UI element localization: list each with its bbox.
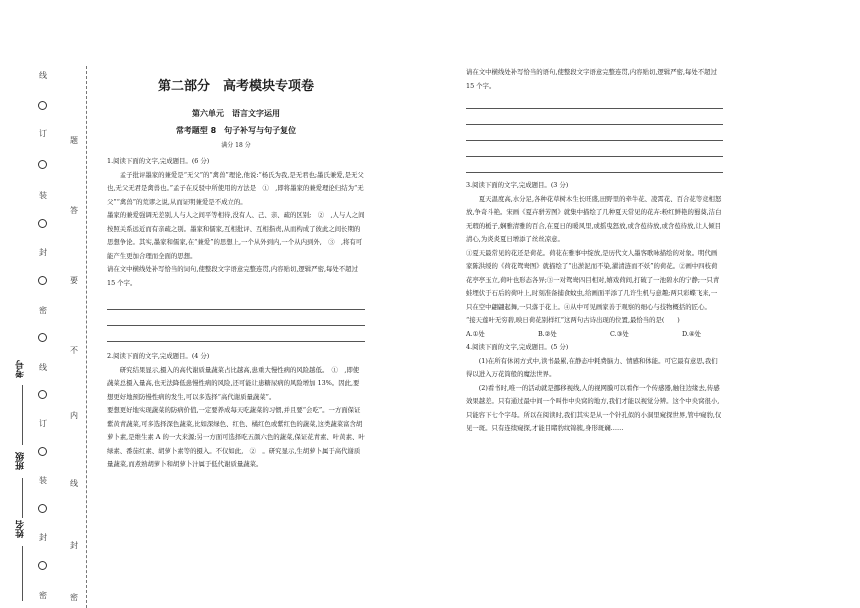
binding-char: 订 — [39, 129, 47, 138]
binding-inner-char: 内 — [70, 411, 78, 420]
binding-char: 装 — [39, 191, 47, 200]
part-title: 第二部分 高考模块专项卷 — [157, 79, 314, 94]
answer-line[interactable] — [466, 93, 723, 109]
binding-inner-char: 线 — [70, 479, 78, 488]
left-column — [107, 66, 365, 472]
binding-inner-char: 封 — [70, 541, 78, 550]
binding-char: 订 — [39, 419, 47, 428]
question-3-paragraph-1: 夏天温度高,水分足,各种花草树木生长旺盛,田野里的牵牛花、凌霄花、百合花等竞相怒放,争奇斗艳。宋画《夏卉骈芳图》就集中描绘了几种夏天常见的花卉:粉红鲜艳的蜀葵,洁白无瑕的栀子,娴雅清雅的百合,在夏日的暖风里,或摇曳怒放,或含苞待放,或含苞待放,让人倾目清心,为炎炎夏日增添了丝丝凉意。 — [466, 194, 722, 243]
binding-inner-char: 不 — [70, 346, 78, 355]
question-3-question: “接天莲叶无穷碧,映日荷花别样红”这两句古诗出现的位置,最恰当的是( ) — [466, 316, 680, 324]
binding-circle — [38, 390, 47, 399]
binding-char: 线 — [39, 71, 47, 80]
question-1-paragraph-1: 孟子批评墨家的兼爱是“无父”的“禽兽”理论,他说:“杨氏为我,是无君也;墨氏兼爱,是无父也,无父无君是禽兽也。”孟子在反驳中所使用的方法是 ① ,即将墨家的兼爱理论归结为“无父”“禽兽”的荒谬之说,从而证明兼爱是不成立的。 — [107, 170, 364, 206]
answer-line[interactable] — [107, 310, 365, 326]
option-b[interactable]: B.②处 — [537, 329, 557, 338]
answer-line[interactable] — [466, 141, 723, 157]
binding-char: 装 — [39, 476, 47, 485]
binding-circle — [38, 276, 47, 285]
binding-char: 线 — [39, 363, 47, 372]
answer-line[interactable] — [466, 157, 723, 173]
score-label: 满分 18 分 — [221, 142, 251, 149]
binding-margin — [0, 0, 105, 608]
binding-circle — [38, 504, 47, 513]
question-1-paragraph-2: 墨家的兼爱强调无差别,人与人之间平等相待,没有人、己、亲、疏的区别; ② ,人与人之间按照关系远近而有亲疏之别。墨家和儒家,互相批评、互相指责,从而构成了彼此之间长期的思想争论。其实,墨家和儒家,在“兼爱”的思想上,一个从外到内,一个从内到外, ③ ,将有可能产生更加合理而全面的思想。 — [107, 211, 365, 260]
answer-line[interactable] — [107, 294, 365, 310]
binding-circle — [38, 447, 47, 456]
answer-line[interactable] — [107, 326, 365, 342]
question-1-heading: 1.阅读下面的文字,完成题目。(6 分) — [107, 157, 210, 165]
option-d[interactable]: D.④处 — [681, 329, 701, 338]
binding-circle — [38, 561, 47, 570]
binding-circle — [38, 160, 47, 169]
binding-char: 封 — [39, 248, 47, 257]
section-title: 常考题型 8 句子补写与句子复位 — [175, 126, 297, 135]
binding-inner-char: 密 — [70, 593, 78, 602]
answer-line[interactable] — [466, 109, 723, 125]
binding-inner-char: 答 — [70, 206, 78, 215]
question-2-paragraph-1: 研究结果显示,摄入的高代谢质量蔬菜占比越高,患重大慢性病的风险越低。 ① ,即使蔬菜总摄入量高,也无法降低患慢性病的风险,还可能让患糖尿病的风险增加 13%。因此,要想更好地预防慢性病的发生,可以多选择“高代谢质量蔬菜”。 — [107, 365, 360, 401]
binding-char: 密 — [39, 591, 47, 600]
class-label: 班级 — [16, 452, 26, 470]
question-2-paragraph-2: 要想更好地实现蔬菜的防病价值,一定要养成每天吃蔬菜的习惯,并且要“会吃”。一方面保证紫黄青蔬菜,可多选择深色蔬菜,比如深绿色、红色、橘红色或紫红色的蔬菜,这类蔬菜富含胡萝卜素,是维生素 A 的一大来源;另一方面可选择吃五颜六色的蔬菜,保证花青素、叶黄素、叶绿素、番茄红素、胡萝卜素等的摄入。不仅如此, ② 。研究显示,生胡萝卜属于高代谢质量蔬菜,而煮熟胡萝卜和胡萝卜汁属于低代谢质量蔬菜。 — [107, 406, 365, 468]
question-2-task: 请在文中横线处补写恰当的语句,使整段文字语意完整连贯,内容贴切,逻辑严密,每处不超过 15 个字。 — [466, 68, 717, 90]
answer-line[interactable] — [466, 125, 723, 141]
binding-inner-char: 题 — [70, 136, 78, 145]
question-2-heading: 2.阅读下面的文字,完成题目。(4 分) — [107, 352, 210, 360]
seal-dashed-line — [86, 66, 87, 608]
name-label: 姓名 — [16, 520, 26, 538]
right-column — [466, 66, 723, 436]
question-4-paragraph-1: (1)在所有休闲方式中,读书最累,在静态中耗费脑力、情感和体能。可它最有意思,我们得以进入万花筒般的魔法世界。 — [466, 356, 718, 378]
unit-title: 第六单元 语言文字运用 — [192, 109, 280, 118]
question-4-paragraph-2: (2)看书时,唯一的活动就是挪移视线,人的视网膜可以看作一个传感器,触往边缘去,传感效果越差。只有通过最中间一个叫作中央窝的地方,我们才能以视觉分辨。这个中央窝很小,只能容下七个字母。所以在阅读时,我们其实是从一个针孔似的小洞里窥探世界,管中窥豹,仅见一斑。只有连续窥探,才能目睹豹纹锦簇,身形斑斓…… — [466, 383, 722, 432]
binding-circle — [38, 333, 47, 342]
question-4-heading: 4.阅读下面的文字,完成题目。(5 分) — [466, 343, 569, 351]
option-c[interactable]: C.③处 — [609, 329, 629, 338]
binding-char: 封 — [39, 533, 47, 542]
binding-char: 密 — [39, 306, 47, 315]
class-line — [22, 478, 23, 518]
name-line — [22, 546, 23, 601]
exam-number-line — [22, 385, 23, 445]
binding-inner-char: 要 — [70, 276, 78, 285]
question-3-heading: 3.阅读下面的文字,完成题目。(3 分) — [466, 181, 569, 189]
binding-circle — [38, 219, 47, 228]
question-3-paragraph-2: ①夏天最常见的花还是荷花。荷花在雅事中绽放,是历代文人墨客歌咏描绘的对象。明代画家陈洪绶的《荷花鸳鸯图》就描绘了“出淤泥而不染,濯清涟而不妖”的荷花。②画中四枝荷花亭亭玉立,荷叶也形态各异;③一对鸳鸯四目相对,嬉戏荷间,打破了一池碧水的宁静;一只青蛙埋伏于石后的荷叶上,时刻准备捕食蚊虫,给画面平添了几许生机与意趣;两只彩蝶飞来,一只在空中翩翩起舞,一只落于花上。④从中可见画家善于观察的细心与技物概括的匠心。 — [466, 248, 720, 311]
question-3-options — [466, 328, 701, 342]
option-a[interactable]: A.①处 — [466, 329, 485, 338]
exam-number-label: 考号 — [16, 360, 26, 378]
binding-circle — [38, 101, 47, 110]
question-1-task: 请在文中横线处补写恰当的词句,使整段文字语意完整连贯,内容贴切,逻辑严密,每处不超过 15 个字。 — [107, 265, 358, 287]
